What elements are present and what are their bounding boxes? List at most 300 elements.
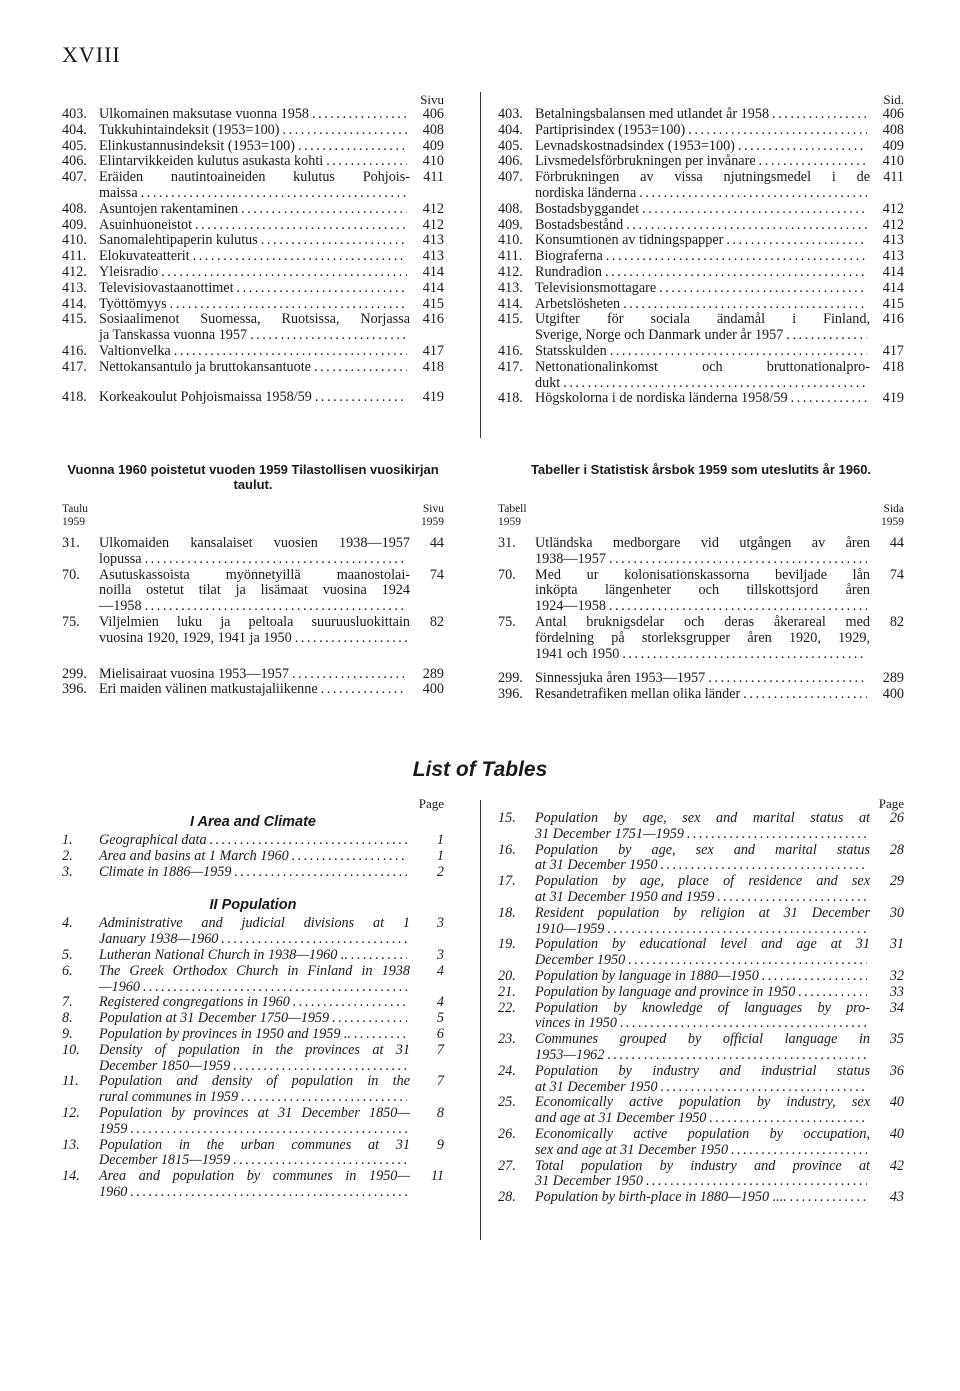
leader-dots	[709, 1111, 867, 1127]
page-ref: 3	[436, 915, 444, 932]
table-title: Biograferna . . .	[535, 249, 870, 265]
leader-dots	[326, 154, 407, 170]
toc-entry	[62, 218, 444, 234]
table-number: 415.	[62, 311, 87, 328]
table-number: 413.	[62, 279, 87, 296]
leader-dots	[786, 328, 867, 344]
table-number: 410.	[498, 232, 523, 249]
section-heading: II Population	[209, 897, 297, 914]
toc-entry	[62, 139, 444, 155]
page-ref: 406	[882, 106, 904, 122]
toc-entry	[498, 1032, 904, 1064]
page-ref: 412	[882, 200, 904, 217]
page-ref: 409	[882, 137, 904, 154]
leader-dots	[790, 1190, 867, 1206]
page-ref: 1	[436, 832, 444, 848]
toc-entry	[498, 811, 904, 843]
leader-dots	[174, 344, 407, 360]
leader-dots	[141, 186, 407, 202]
toc-entry	[62, 312, 444, 344]
table-title: Communes grouped by official language in 1953—1962 . . .	[535, 1032, 870, 1064]
leader-dots	[298, 139, 407, 155]
table-title: Eri maiden välinen matkustajaliikenne . . .	[99, 682, 410, 698]
page-ref: 29	[889, 873, 904, 890]
table-number: 12.	[62, 1104, 80, 1121]
toc-entry	[498, 139, 904, 155]
table-title: Population by educational level and age at 31 December 1950 . . .	[535, 937, 870, 969]
toc-entry	[62, 154, 444, 170]
page-ref: 418	[422, 358, 444, 375]
page-ref: 411	[883, 169, 904, 186]
toc-entry	[498, 969, 904, 985]
toc-entry	[62, 849, 444, 865]
page-ref: 413	[882, 248, 904, 265]
table-title: Elinkustannusindeksit (1953=100) . . .	[99, 139, 410, 155]
table-number: 408.	[498, 200, 523, 217]
finnish-table-list	[62, 92, 444, 405]
table-number: 8.	[62, 1010, 73, 1027]
leader-dots	[233, 1059, 407, 1075]
toc-entry	[498, 202, 904, 218]
toc-entry	[62, 1138, 444, 1170]
table-title: Asuinhuoneistot . . .	[99, 218, 410, 234]
leader-dots	[143, 980, 407, 996]
page-ref: 33	[889, 983, 904, 1000]
table-title: Asuntojen rakentaminen . . .	[99, 202, 410, 218]
toc-entry	[62, 916, 444, 948]
table-number: 26.	[498, 1125, 516, 1142]
toc-entry	[498, 1095, 904, 1127]
table-number: 9.	[62, 1025, 73, 1042]
english-table-list-right	[498, 796, 904, 1206]
table-number: 418.	[62, 388, 87, 405]
toc-entry	[62, 1074, 444, 1106]
page-ref: 415	[882, 295, 904, 312]
page-ref: 43	[889, 1189, 904, 1206]
leader-dots	[193, 249, 407, 265]
table-title: Area and population by communes in 1950— 1960 . . .	[99, 1169, 410, 1201]
toc-entry	[498, 687, 904, 703]
table-number: 2.	[62, 847, 73, 864]
toc-entry	[62, 281, 444, 297]
page-ref: 44	[429, 535, 444, 551]
page-ref: 289	[882, 670, 904, 687]
table-title: Population by age, sex and marital status at 31 December 1950 . . .	[535, 843, 870, 875]
table-title: Density of population in the provinces at 31 December 1850—1959 . . .	[99, 1043, 410, 1075]
page-ref: 3	[436, 946, 444, 963]
toc-entry	[498, 536, 904, 568]
table-number: 6.	[62, 962, 73, 979]
page-ref: 4	[436, 994, 444, 1011]
table-number: 409.	[62, 216, 87, 233]
leader-dots	[170, 297, 407, 313]
table-title: Televisiovastaanottimet . . .	[99, 281, 410, 297]
leader-dots	[351, 948, 407, 964]
leader-dots	[708, 671, 867, 687]
leader-dots	[563, 376, 867, 392]
table-number: 396.	[498, 686, 523, 703]
leader-dots	[605, 265, 867, 281]
table-number: 10.	[62, 1041, 80, 1058]
finnish-removed-list	[62, 536, 444, 698]
table-title: Elokuvateatterit . . .	[99, 249, 410, 265]
page-number: XVIII	[62, 42, 121, 67]
leader-dots	[646, 1174, 867, 1190]
toc-entry	[62, 948, 444, 964]
leader-dots	[609, 599, 867, 615]
table-column-header: Tabell 1959	[498, 503, 527, 528]
table-number: 409.	[498, 216, 523, 233]
table-title: Ulkomaiden kansalaiset vuosien 1938—1957 lopussa . . .	[99, 536, 410, 568]
table-title: Population and density of population in the rural communes in 1959 . . .	[99, 1074, 410, 1106]
table-number: 405.	[498, 137, 523, 154]
table-number: 17.	[498, 873, 516, 890]
page-ref: 26	[889, 810, 904, 826]
page-ref: 413	[422, 232, 444, 249]
leader-dots	[628, 953, 867, 969]
table-title: Korkeakoulut Pohjoismaissa 1958/59 . . .	[99, 390, 410, 406]
leader-dots	[606, 249, 867, 265]
toc-entry	[498, 123, 904, 139]
table-number: 413.	[498, 279, 523, 296]
finnish-removed-heading: Vuonna 1960 poistetut vuoden 1959 Tilastollisen vuosikirjan taulut.	[67, 462, 439, 492]
table-title: Utländska medborgare vid utgången av åren 1938—1957 . . .	[535, 536, 870, 568]
table-title: Antal bruknigsdelar och deras åkerareal med fördelning på storleksgrupper åren 1920, 1929, 1941 och 1950 . . .	[535, 615, 870, 662]
page-ref: 414	[422, 279, 444, 296]
page-ref: 412	[422, 200, 444, 217]
leader-dots	[233, 1153, 407, 1169]
leader-dots	[743, 687, 867, 703]
swedish-removed-list	[498, 536, 904, 703]
leader-dots	[639, 186, 867, 202]
table-number: 410.	[62, 232, 87, 249]
table-number: 18.	[498, 904, 516, 921]
table-number: 4.	[62, 915, 73, 932]
table-number: 416.	[498, 342, 523, 359]
table-number: 406.	[498, 153, 523, 170]
section-heading: I Area and Climate	[190, 814, 316, 830]
table-title: Economically active population by occupation, sex and age at 31 December 1950 . . .	[535, 1127, 870, 1159]
leader-dots	[607, 1048, 867, 1064]
table-number: 414.	[498, 295, 523, 312]
toc-entry	[498, 391, 904, 407]
toc-entry	[498, 154, 904, 170]
table-title: Nettonationalinkomst och bruttonationalpro- dukt . . .	[535, 360, 870, 392]
page-ref: 40	[889, 1094, 904, 1111]
page-ref: 416	[422, 311, 444, 328]
leader-dots	[314, 360, 407, 376]
table-number: 403.	[498, 106, 523, 122]
page-ref: 8	[436, 1104, 444, 1121]
table-number: 299.	[62, 665, 87, 682]
table-number: 23.	[498, 1031, 516, 1048]
leader-dots	[161, 265, 407, 281]
page-ref: 82	[429, 613, 444, 630]
toc-entry	[498, 985, 904, 1001]
leader-dots	[661, 1080, 867, 1096]
page-ref: 412	[882, 216, 904, 233]
table-number: 411.	[498, 248, 523, 265]
page-ref: 410	[422, 153, 444, 170]
toc-entry	[498, 265, 904, 281]
table-title: Sinnessjuka åren 1953—1957 . . .	[535, 671, 870, 687]
page-ref: 400	[882, 686, 904, 703]
table-title: Population by provinces in 1950 and 1959 .. . . .	[99, 1027, 410, 1043]
page-ref: 28	[889, 841, 904, 858]
page-ref: 414	[882, 279, 904, 296]
toc-entry	[498, 843, 904, 875]
table-title: Konsumtionen av tidningspapper . . .	[535, 233, 870, 249]
leader-dots	[210, 833, 407, 849]
leader-dots	[321, 682, 407, 698]
page-ref: 36	[889, 1062, 904, 1079]
toc-entry	[62, 344, 444, 360]
table-number: 14.	[62, 1168, 80, 1185]
toc-entry	[498, 297, 904, 313]
table-title: Sanomalehtipaperin kulutus . . .	[99, 233, 410, 249]
table-title: Betalningsbalansen med utlandet år 1958 . . .	[535, 107, 870, 123]
table-title: Televisionsmottagare . . .	[535, 281, 870, 297]
page-ref: 419	[882, 390, 904, 407]
page-ref: 6	[436, 1025, 444, 1042]
toc-entry	[62, 682, 444, 698]
table-title: Nettokansantulo ja bruttokansantuote . . .	[99, 360, 410, 376]
leader-dots	[622, 647, 867, 663]
page-ref: 413	[422, 248, 444, 265]
table-number: 70.	[62, 566, 80, 583]
toc-entry	[62, 123, 444, 139]
page-ref: 7	[436, 1073, 444, 1090]
leader-dots	[332, 1011, 407, 1027]
toc-entry	[498, 615, 904, 662]
table-number: 404.	[62, 121, 87, 138]
table-title: Viljelmien luku ja peltoala suuruusluokittain vuosina 1920, 1929, 1941 ja 1950 . . .	[99, 615, 410, 647]
table-title: Administrative and judicial divisions at 1 January 1938—1960 . . .	[99, 916, 410, 948]
leader-dots	[717, 890, 867, 906]
toc-entry	[62, 568, 444, 615]
toc-entry	[498, 233, 904, 249]
table-title: Population by language in 1880—1950 . . .	[535, 969, 870, 985]
toc-entry	[498, 874, 904, 906]
page-ref: 418	[882, 358, 904, 375]
table-number: 5.	[62, 946, 73, 963]
leader-dots	[250, 328, 407, 344]
leader-dots	[241, 202, 407, 218]
page-ref: 5	[436, 1010, 444, 1027]
page-ref: 410	[882, 153, 904, 170]
leader-dots	[626, 218, 867, 234]
leader-dots	[620, 1016, 867, 1032]
table-title: Total population by industry and province at 31 December 1950 . . .	[535, 1159, 870, 1191]
table-title: Yleisradio . . .	[99, 265, 410, 281]
table-number: 407.	[62, 169, 87, 186]
table-title: Valtionvelka . . .	[99, 344, 410, 360]
table-number: 412.	[498, 263, 523, 280]
leader-dots	[195, 218, 407, 234]
leader-dots	[261, 233, 407, 249]
leader-dots	[315, 390, 407, 406]
table-title: Population by age, sex and marital status at 31 December 1751—1959 . . .	[535, 811, 870, 843]
table-title: Population at 31 December 1750—1959 . . .	[99, 1011, 410, 1027]
table-title: Population by provinces at 31 December 1850— 1959 . . .	[99, 1106, 410, 1138]
leader-dots	[661, 858, 867, 874]
column-header-page: Sivu	[420, 92, 444, 107]
page-ref: 2	[436, 863, 444, 880]
page-ref: 82	[889, 613, 904, 630]
toc-entry	[62, 390, 444, 406]
table-number: 70.	[498, 566, 516, 583]
table-number: 408.	[62, 200, 87, 217]
table-number: 403.	[62, 106, 87, 122]
leader-dots	[687, 827, 867, 843]
table-title: Arbetslösheten . . .	[535, 297, 870, 313]
leader-dots	[762, 969, 867, 985]
table-title: Elintarvikkeiden kulutus asukasta kohti . . .	[99, 154, 410, 170]
leader-dots	[237, 281, 407, 297]
table-title: Registered congregations in 1960 . . .	[99, 995, 410, 1011]
page-ref: 413	[882, 232, 904, 249]
toc-entry	[62, 833, 444, 849]
table-number: 75.	[62, 613, 80, 630]
toc-entry	[62, 1027, 444, 1043]
toc-entry	[62, 170, 444, 202]
table-number: 396.	[62, 681, 87, 698]
table-number: 20.	[498, 967, 516, 984]
leader-dots	[791, 391, 867, 407]
page-ref: 412	[422, 216, 444, 233]
page-ref: 11	[430, 1168, 444, 1185]
toc-entry	[498, 249, 904, 265]
leader-dots	[610, 344, 867, 360]
toc-entry	[498, 107, 904, 123]
toc-entry	[62, 995, 444, 1011]
table-title: Population by language and province in 1950 . . .	[535, 985, 870, 1001]
toc-entry	[498, 281, 904, 297]
table-number: 15.	[498, 810, 516, 826]
leader-dots	[295, 631, 407, 647]
table-title: Economically active population by industry, sex and age at 31 December 1950 . . .	[535, 1095, 870, 1127]
toc-entry	[62, 865, 444, 881]
table-title: Partiprisindex (1953=100) . . .	[535, 123, 870, 139]
table-title: Population by age, place of residence and sex at 31 December 1950 and 1959 . . .	[535, 874, 870, 906]
table-number: 16.	[498, 841, 516, 858]
page-ref: 7	[436, 1041, 444, 1058]
page-ref: 416	[882, 311, 904, 328]
toc-entry	[62, 1043, 444, 1075]
toc-entry	[498, 1001, 904, 1033]
page-column-header: Sivu 1959	[421, 503, 444, 528]
leader-dots	[354, 1027, 407, 1043]
table-number: 415.	[498, 311, 523, 328]
table-number: 28.	[498, 1189, 516, 1206]
page-ref: 289	[422, 665, 444, 682]
page-ref: 408	[882, 121, 904, 138]
toc-entry	[498, 568, 904, 615]
table-number: 25.	[498, 1094, 516, 1111]
toc-entry	[62, 202, 444, 218]
table-title: Mielisairaat vuosina 1953—1957 . . .	[99, 667, 410, 683]
page-ref: 414	[422, 263, 444, 280]
toc-entry	[62, 964, 444, 996]
column-header-page: Sid.	[883, 92, 904, 107]
page-ref: 411	[423, 169, 444, 186]
table-number: 19.	[498, 936, 516, 953]
toc-entry	[498, 906, 904, 938]
table-title: Sosiaalimenot Suomessa, Ruotsissa, Norjassa ja Tanskassa vuonna 1957 . . .	[99, 312, 410, 344]
toc-entry	[498, 218, 904, 234]
page-ref: 4	[436, 962, 444, 979]
table-number: 11.	[62, 1073, 79, 1090]
toc-entry	[498, 1127, 904, 1159]
table-title: Utgifter för sociala ändamål i Finland, Sverige, Norge och Danmark under år 1957 . . .	[535, 312, 870, 344]
page-ref: 409	[422, 137, 444, 154]
table-number: 412.	[62, 263, 87, 280]
table-title: Climate in 1886—1959 . . .	[99, 865, 410, 881]
leader-dots	[759, 154, 867, 170]
toc-entry	[62, 1106, 444, 1138]
leader-dots	[130, 1185, 407, 1201]
page-ref: 419	[422, 388, 444, 405]
toc-entry	[498, 312, 904, 344]
leader-dots	[234, 865, 407, 881]
toc-entry	[498, 344, 904, 360]
toc-entry	[62, 265, 444, 281]
page-ref: 30	[889, 904, 904, 921]
page-ref: 408	[422, 121, 444, 138]
leader-dots	[221, 932, 407, 948]
table-number: 418.	[498, 390, 523, 407]
table-number: 31.	[62, 535, 80, 551]
table-number: 22.	[498, 999, 516, 1016]
table-number: 21.	[498, 983, 516, 1000]
swedish-removed-heading: Tabeller i Statistisk årsbok 1959 som uteslutits år 1960.	[530, 462, 872, 477]
page-ref: 9	[436, 1136, 444, 1153]
table-column-header: Taulu 1959	[62, 503, 89, 528]
page-ref: 32	[889, 967, 904, 984]
table-number: 411.	[62, 248, 87, 265]
table-title: Bostadsbestånd . . .	[535, 218, 870, 234]
leader-dots	[659, 281, 867, 297]
table-title: Förbrukningen av vissa njutningsmedel i de nordiska länderna . . .	[535, 170, 870, 202]
page-ref: 415	[422, 295, 444, 312]
leader-dots	[292, 667, 407, 683]
toc-entry	[62, 615, 444, 647]
table-title: Population by knowledge of languages by pro- vinces in 1950 . . .	[535, 1001, 870, 1033]
table-title: Lutheran National Church in 1938—1960 .. . . .	[99, 948, 410, 964]
table-number: 1.	[62, 832, 73, 848]
toc-entry	[62, 536, 444, 568]
table-number: 31.	[498, 535, 516, 551]
column-header-page: Page	[418, 796, 444, 811]
toc-entry	[498, 170, 904, 202]
page-ref: 35	[889, 1031, 904, 1048]
table-title: The Greek Orthodox Church in Finland in 1938 —1960 . . .	[99, 964, 410, 996]
leader-dots	[312, 107, 407, 123]
leader-dots	[130, 1122, 407, 1138]
table-number: 24.	[498, 1062, 516, 1079]
table-number: 417.	[498, 358, 523, 375]
column-divider	[480, 800, 481, 1240]
page-ref: 31	[889, 936, 904, 953]
table-title: Resandetrafiken mellan olika länder . . .	[535, 687, 870, 703]
page-ref: 414	[882, 263, 904, 280]
page-ref: 417	[422, 342, 444, 359]
leader-dots	[607, 922, 867, 938]
page-ref: 44	[889, 535, 904, 551]
table-title: Tukkuhintaindeksit (1953=100) . . .	[99, 123, 410, 139]
list-of-tables-title: List of Tables	[412, 758, 548, 781]
table-number: 3.	[62, 863, 73, 880]
